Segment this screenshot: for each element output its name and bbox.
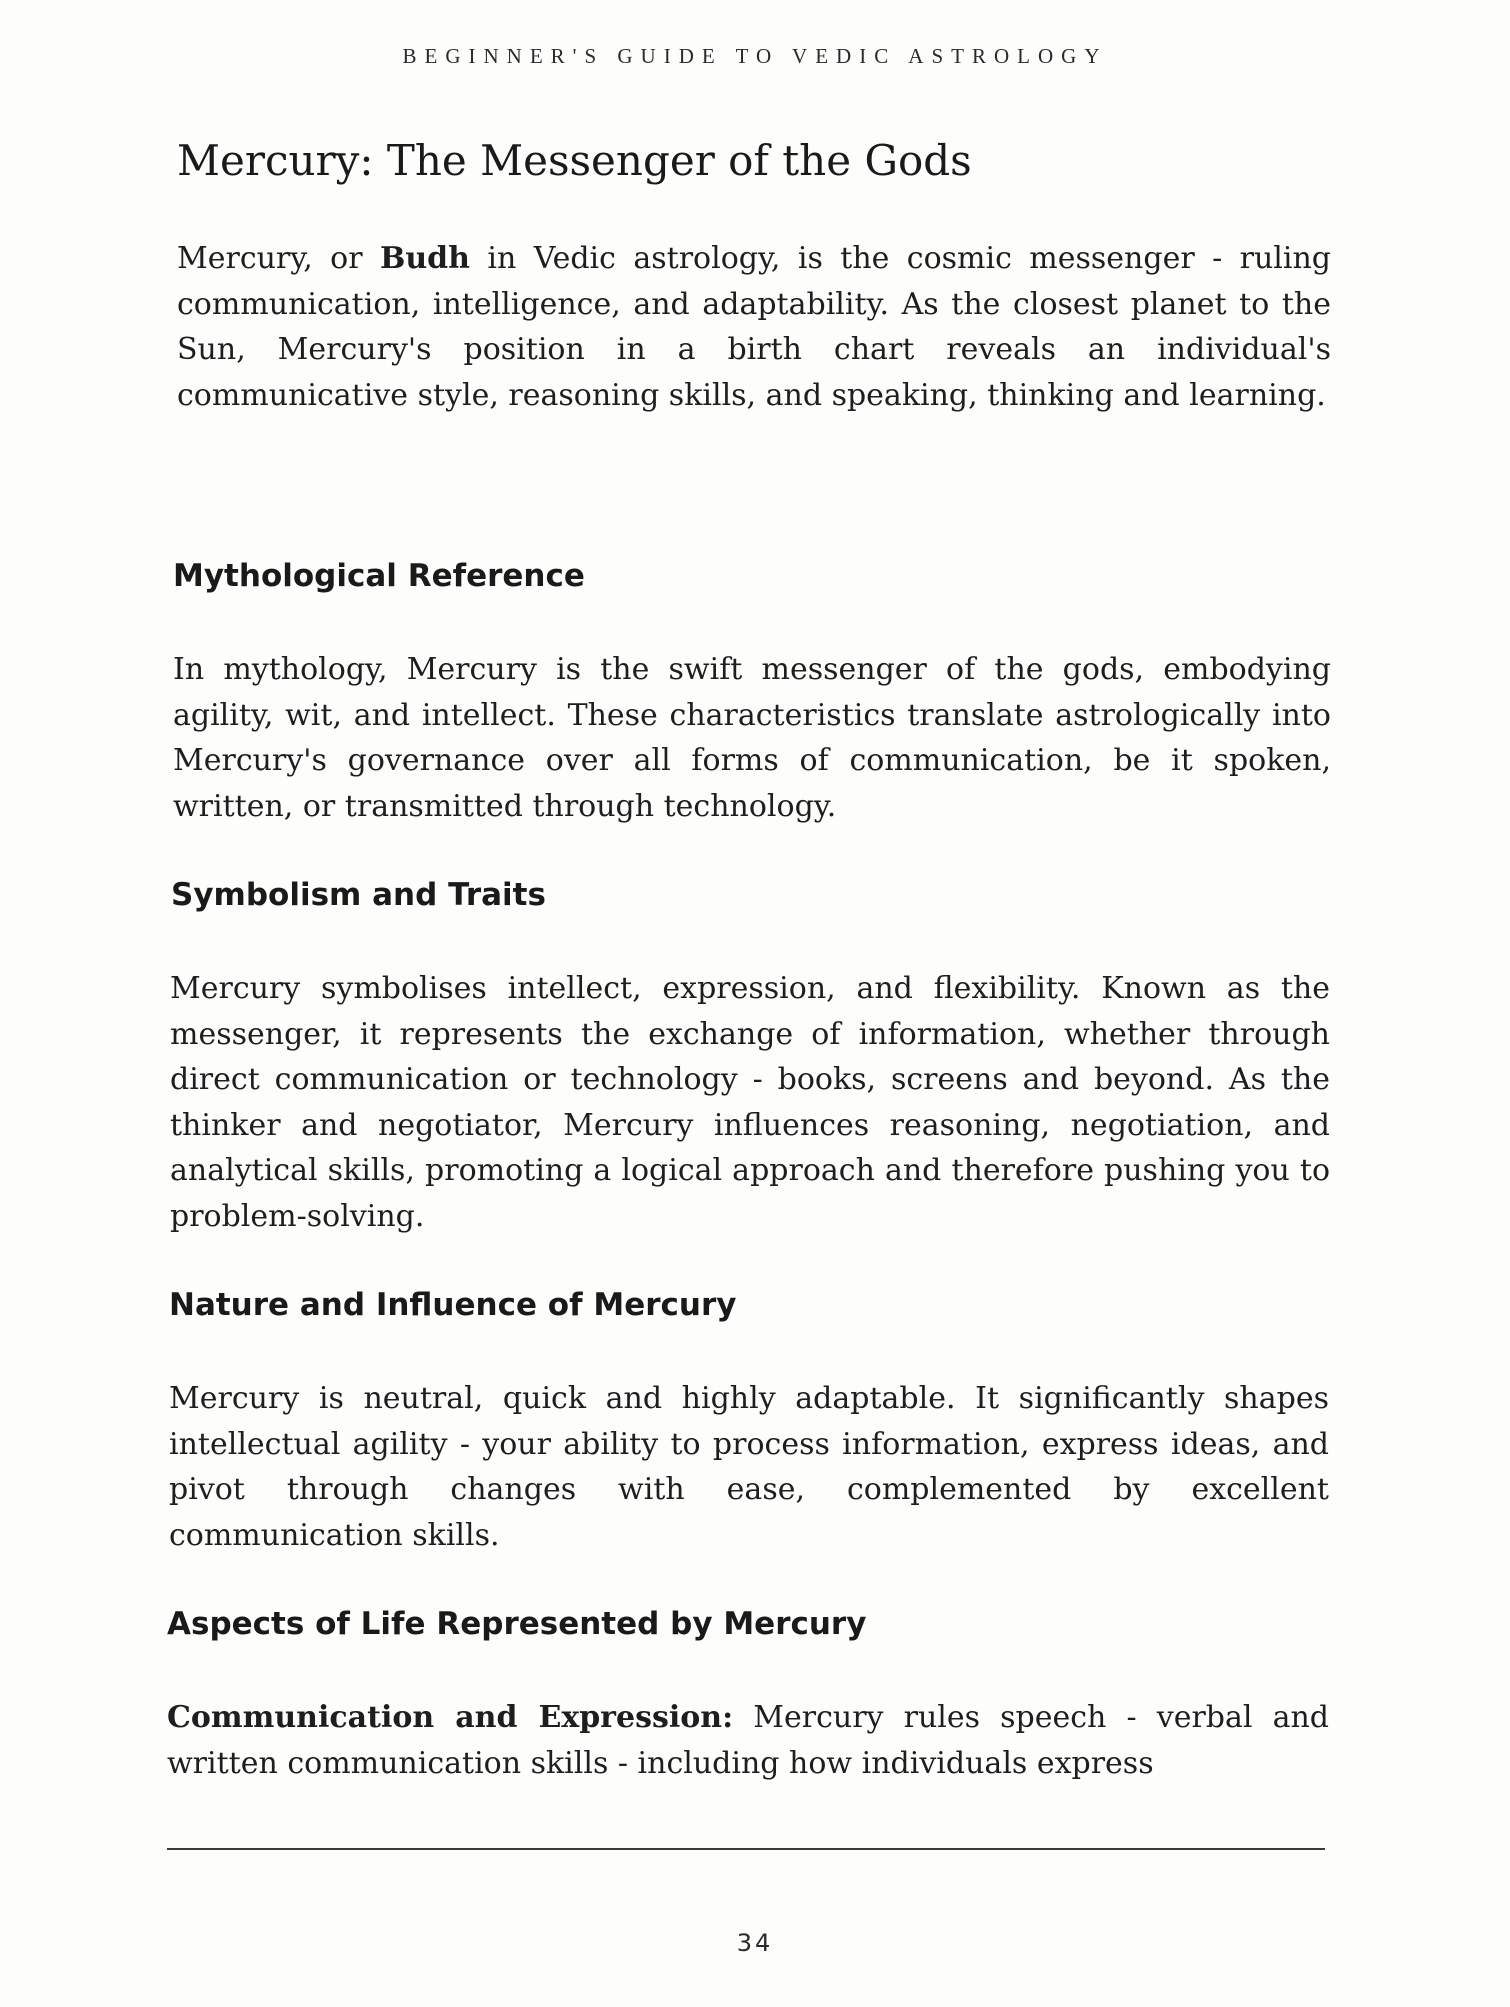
intro-suffix: in Vedic astrology, is the cosmic messenger - ruling communication, intelligence, and adaptability. As the closest planet to the Sun, Mercury's position in a birth chart reveals an individual's communicative style, reasoning skills, and speaking, thinking and learning. (177, 241, 1331, 413)
chapter-title: Mercury: The Messenger of the Gods (177, 136, 972, 185)
intro-bold-term: Budh (380, 241, 470, 276)
symbolism-heading: Symbolism and Traits (171, 877, 546, 913)
nature-heading: Nature and Influence of Mercury (169, 1287, 737, 1323)
nature-paragraph: Mercury is neutral, quick and highly adaptable. It significantly shapes intellectual agility - your ability to process information, express ideas, and pivot through changes with ease, complemented by excellent communication skills. (169, 1381, 1329, 1553)
footer-rule (167, 1848, 1325, 1850)
page-number: 34 (736, 1929, 774, 1957)
mythology-heading: Mythological Reference (173, 558, 585, 594)
aspects-lead-term: Communication and Expression: (167, 1700, 734, 1735)
symbolism-paragraph: Mercury symbolises intellect, expression, and flexibility. Known as the messenger, it represents the exchange of information, whether through direct communication or technology - books, screens and beyond. As the thinker and negotiator, Mercury influences reasoning, negotiation, and analytical skills, promoting a logical approach and therefore pushing you to problem-solving. (170, 971, 1330, 1234)
running-head: BEGINNER'S GUIDE TO VEDIC ASTROLOGY (402, 44, 1108, 68)
aspects-heading: Aspects of Life Represented by Mercury (167, 1606, 867, 1642)
aspects-paragraph (167, 1695, 1329, 1786)
intro-paragraph (177, 236, 1331, 418)
aspects-text: Mercury rules speech - verbal and written communication skills - including how individuals express (167, 1700, 1330, 1781)
intro-prefix: Mercury, or (177, 241, 380, 276)
mythology-paragraph: In mythology, Mercury is the swift messenger of the gods, embodying agility, wit, and intellect. These characteristics translate astrologically into Mercury's governance over all forms of communication, be it spoken, written, or transmitted through technology. (173, 652, 1331, 824)
